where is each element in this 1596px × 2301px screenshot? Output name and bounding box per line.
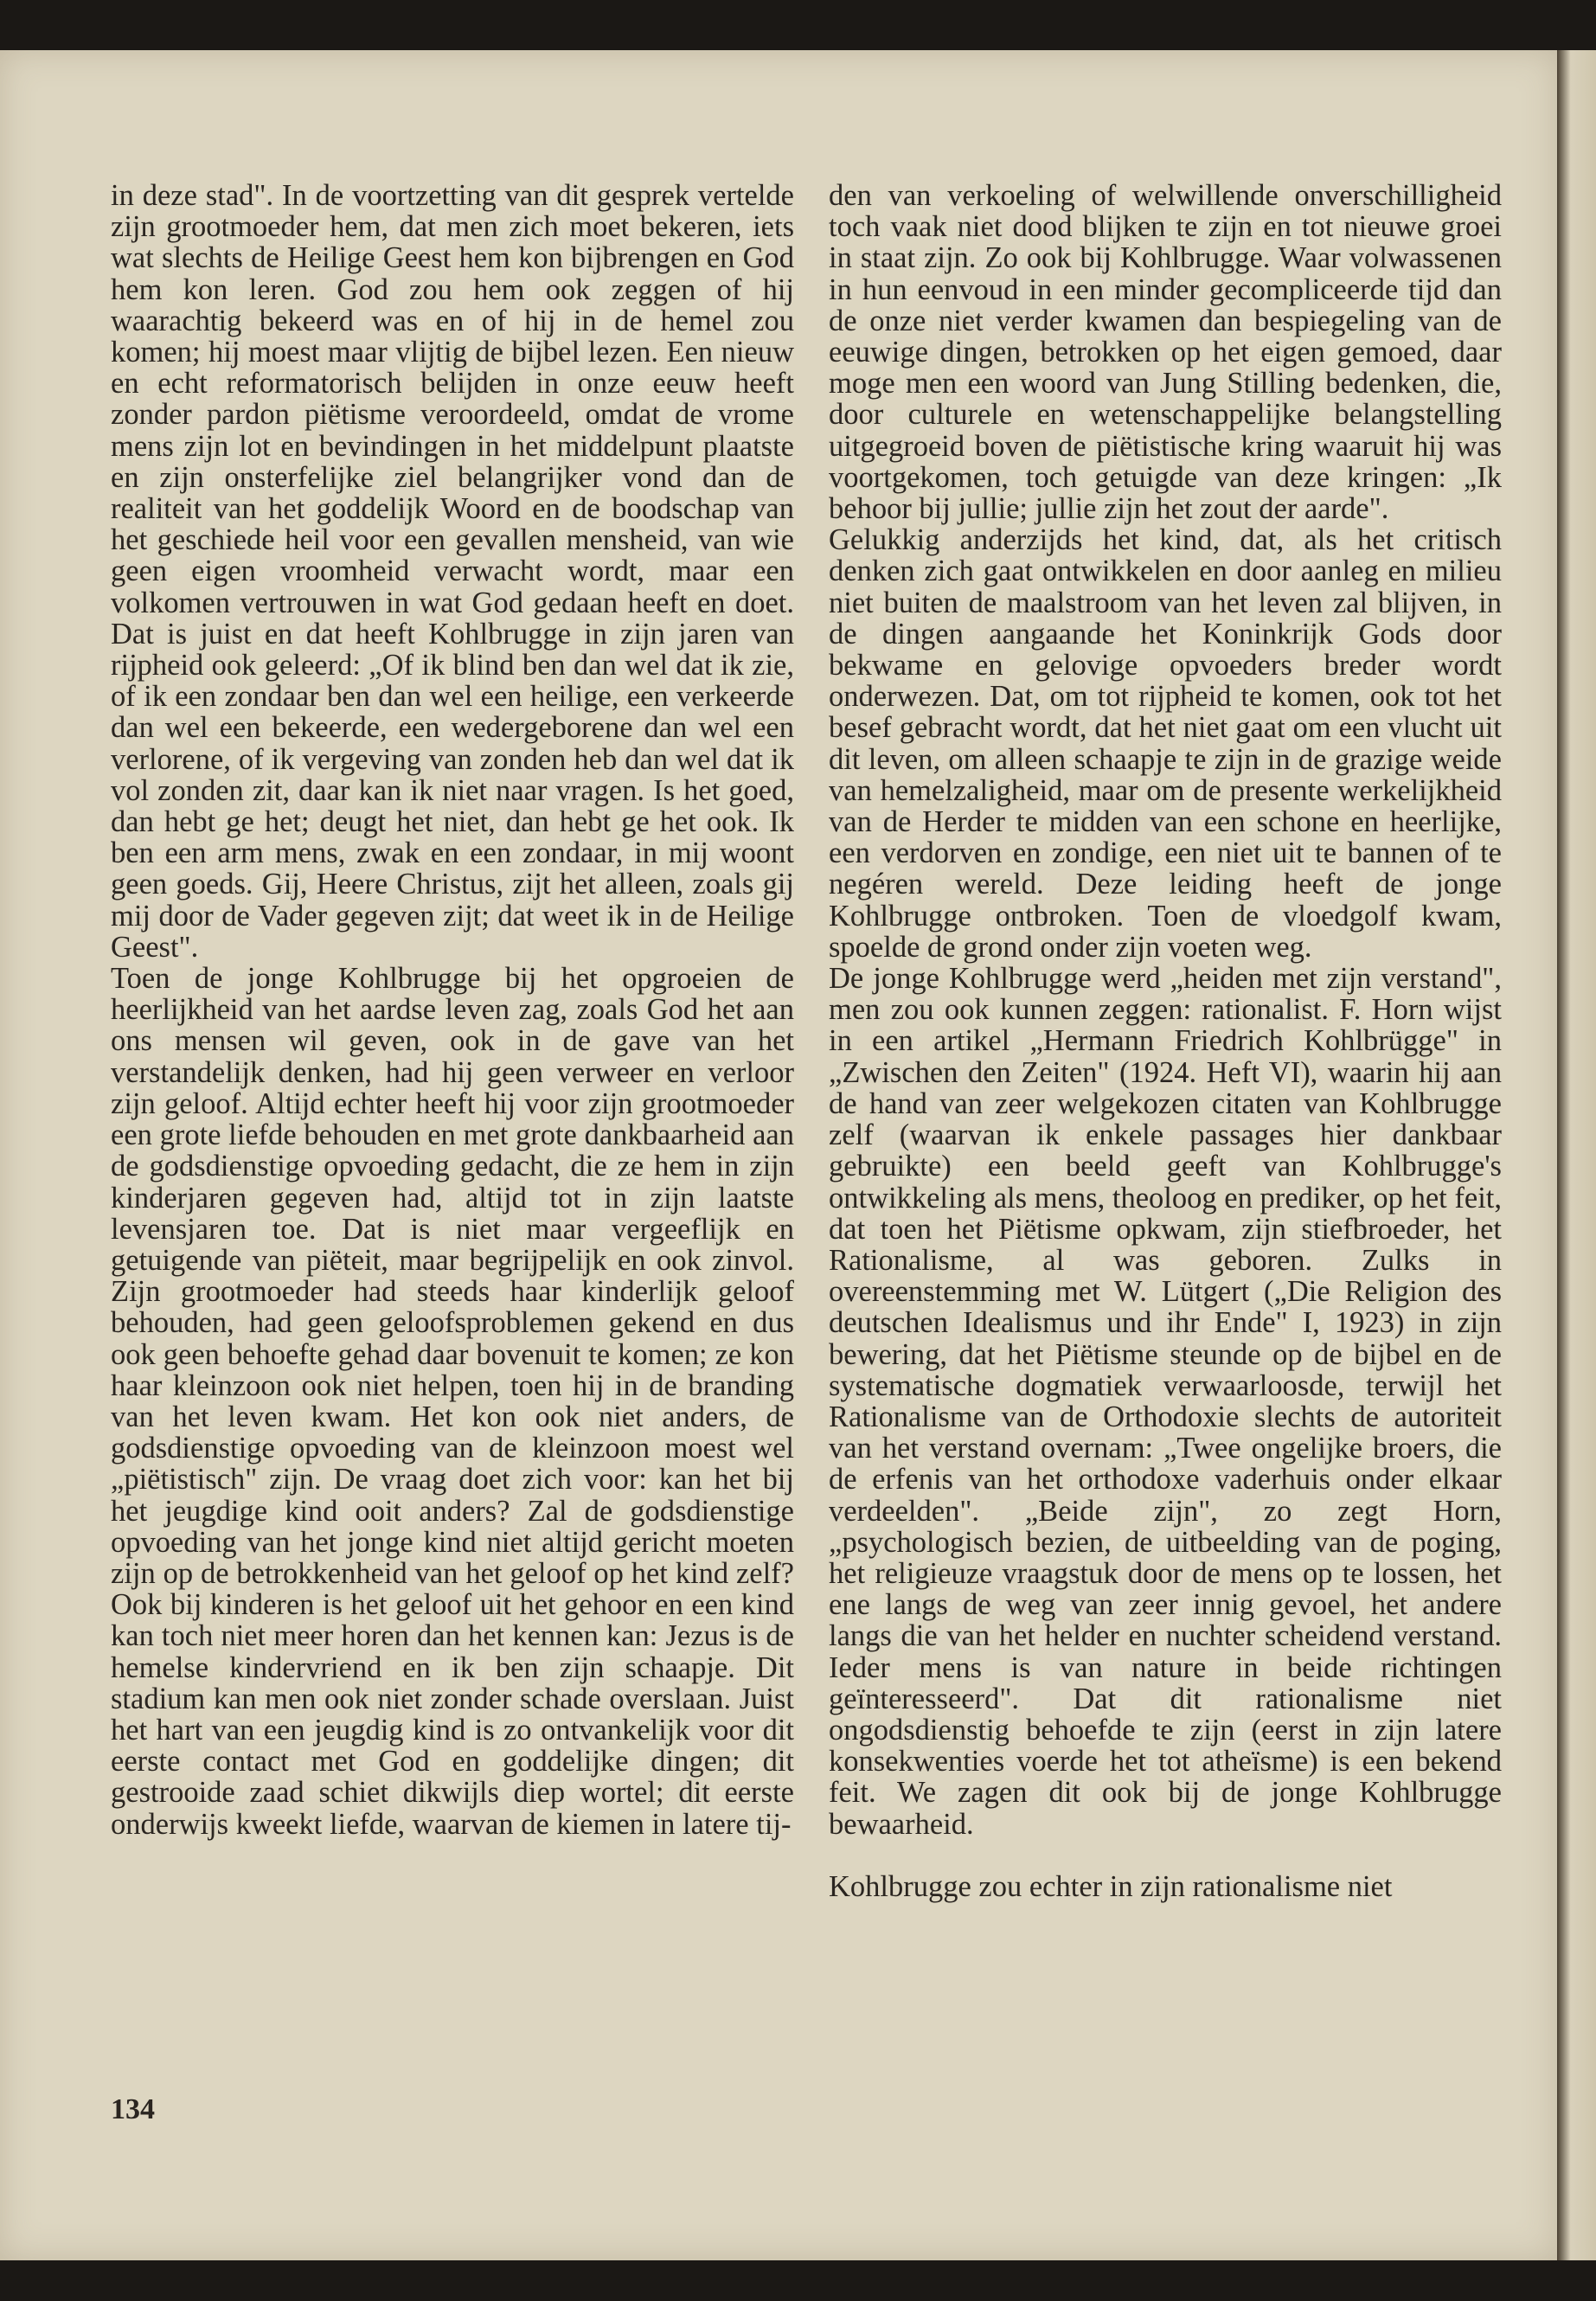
right-paragraph-4: Kohlbrugge zou echter in zijn rationalisme niet: [829, 1869, 1393, 1903]
left-paragraph-1: in deze stad". In de voortzetting van dit gesprek vertelde zijn grootmoeder hem, dat men zich moet bekeren, iets wat slechts de Heilige Geest hem kon bijbrengen en God hem kon leren. God zou hem ook zeggen of hij waarachtig bekeerd was en of hij in de hemel zou komen; hij moest maar vlijtig de bijbel lezen. Een nieuw en echt reformatorisch belijden in onze eeuw heeft zonder pardon piëtisme veroordeeld, omdat de vrome mens zijn lot en bevindingen in het middelpunt plaatste en zijn onsterfelijke ziel belangrijker vond dan de realiteit van het goddelijk Woord en de boodschap van het geschiede heil voor een gevallen mensheid, van wie geen eigen vroomheid verwacht wordt, maar een volkomen vertrouwen in wat God gedaan heeft en doet. Dat is juist en dat heeft Kohlbrugge in zijn jaren van rijpheid ook geleerd: „Of ik blind ben dan wel dat ik zie, of ik een zondaar ben dan wel een heilige, een verkeerde dan wel een bekeerde, een wedergeborene dan wel een verlorene, of ik vergeving van zonden heb dan wel dat ik vol zonden zit, daar kan ik niet naar vragen. Is het goed, dan hebt ge het; deugt het niet, dan hebt ge het ook. Ik ben een arm mens, zwak en een zondaar, in mij woont geen goeds. Gij, Heere Christus, zijt het alleen, zoals gij mij door de Vader gegeven zijt; dat weet ik in de Heilige Geest".: [111, 179, 794, 964]
right-paragraph-3: De jonge Kohlbrugge werd „heiden met zijn verstand", men zou ook kunnen zeggen: rationalist. F. Horn wijst in een artikel „Hermann Friedrich Kohlbrügge" in „Zwischen den Zeiten" (1924. Heft VI), waarin hij aan de hand van zeer welgekozen citaten van Kohlbrugge zelf (waarvan ik enkele passages hier dankbaar gebruikte) een beeld geeft van Kohlbrugge's ontwikkeling als mens, theoloog en prediker, op het feit, dat toen het Piëtisme opkwam, zijn stiefbroeder, het Rationalisme, al was geboren. Zulks in overeenstemming met W. Lütgert („Die Religion des deutschen Idealismus und ihr Ende" I, 1923) in zijn bewering, dat het Piëtisme steunde op de bijbel en de systematische dogmatiek verwaarloosde, terwijl het Rationalisme van de Orthodoxie slechts de autoriteit van het verstand overnam: „Twee ongelijke broers, die de erfenis van het orthodoxe vaderhuis onder elkaar verdeelden". „Beide zijn", zo zegt Horn, „psychologisch bezien, de uitbeelding van de poging, het religieuze vraagstuk door de mens op te lossen, het ene langs de weg van zeer innig gevoel, het andere langs die van het helder en nuchter scheidend verstand. Ieder mens is van nature in beide richtingen geïnteresseerd". Dat dit rationalisme niet ongodsdienstig behoefde te zijn (eerst in zijn latere konsekwenties voerde het tot atheïsme) is een bekend feit. We zagen dit ook bij de jonge Kohlbrugge bewaarheid.: [829, 962, 1502, 1841]
right-paragraph-1: den van verkoeling of welwillende onverschilligheid toch vaak niet dood blijken te zijn en tot nieuwe groei in staat zijn. Zo ook bij Kohlbrugge. Waar volwassenen in hun eenvoud in een minder gecompliceerde tijd dan de onze niet verder kwamen dan bespiegeling van de eeuwige dingen, betrokken op het eigen gemoed, daar moge men een woord van Jung Stilling bedenken, die, door culturele en wetenschappelijke belangstelling uitgegroeid boven de piëtistische kring waaruit hij was voortgekomen, toch getuigde van deze kringen: „Ik behoor bij jullie; jullie zijn het zout der aarde".: [829, 179, 1502, 526]
right-column: [829, 180, 1502, 1902]
left-paragraph-2: Toen de jonge Kohlbrugge bij het opgroeien de heerlijkheid van het aardse leven zag, zoals God het aan ons mensen wil geven, ook in de gave van het verstandelijk denken, had hij geen verweer en verloor zijn geloof. Altijd echter heeft hij voor zijn grootmoeder een grote liefde behouden en met grote dankbaarheid aan de godsdienstige opvoeding gedacht, die ze hem in zijn kinderjaren gegeven had, altijd tot in zijn laatste levensjaren toe. Dat is niet maar vergeeflijk en getuigende van piëteit, maar begrijpelijk en ook zinvol. Zijn grootmoeder had steeds haar kinderlijk geloof behouden, had geen geloofsproblemen gekend en dus ook geen behoefte gehad daar bovenuit te komen; ze kon haar kleinzoon ook niet helpen, toen hij in de branding van het leven kwam. Het kon ook niet anders, de godsdienstige opvoeding van de kleinzoon moest wel „piëtistisch" zijn. De vraag doet zich voor: kan het bij het jeugdige kind ooit anders? Zal de godsdienstige opvoeding van het jonge kind niet altijd gericht moeten zijn op de betrokkenheid van het geloof op het kind zelf? Ook bij kinderen is het geloof uit het gehoor en een kind kan toch niet meer horen dan het kennen kan: Jezus is de hemelse kindervriend en ik ben zijn schaapje. Dit stadium kan men ook niet zonder schade overslaan. Juist het hart van een jeugdig kind is zo ontvankelijk voor dit eerste contact met God en goddelijke dingen; dit gestrooide zaad schiet dikwijls diep wortel; dit eerste onderwijs kweekt liefde, waarvan de kiemen in latere tij-: [111, 962, 794, 1841]
paragraph-gap: [829, 1840, 1502, 1871]
page-number: 134: [111, 2093, 155, 2125]
book-spine: [1557, 50, 1596, 2260]
right-paragraph-2: Gelukkig anderzijds het kind, dat, als het critisch denken zich gaat ontwikkelen en door aanleg en milieu niet buiten de maalstroom van het leven zal blijven, in de dingen aangaande het Koninkrijk Gods door bekwame en gelovige opvoeders breder wordt onderwezen. Dat, om tot rijpheid te komen, ook tot het besef gebracht wordt, dat het niet gaat om een vlucht uit dit leven, om alleen schaapje te zijn in de grazige weide van hemelzaligheid, maar om de presente werkelijkheid van de Herder te midden van een schone en heerlijke, een verdorven en zondige, een niet uit te bannen of te negéren wereld. Deze leiding heeft de jonge Kohlbrugge ontbroken. Toen de vloedgolf kwam, spoelde de grond onder zijn voeten weg.: [829, 523, 1502, 964]
left-column: [111, 180, 794, 1840]
